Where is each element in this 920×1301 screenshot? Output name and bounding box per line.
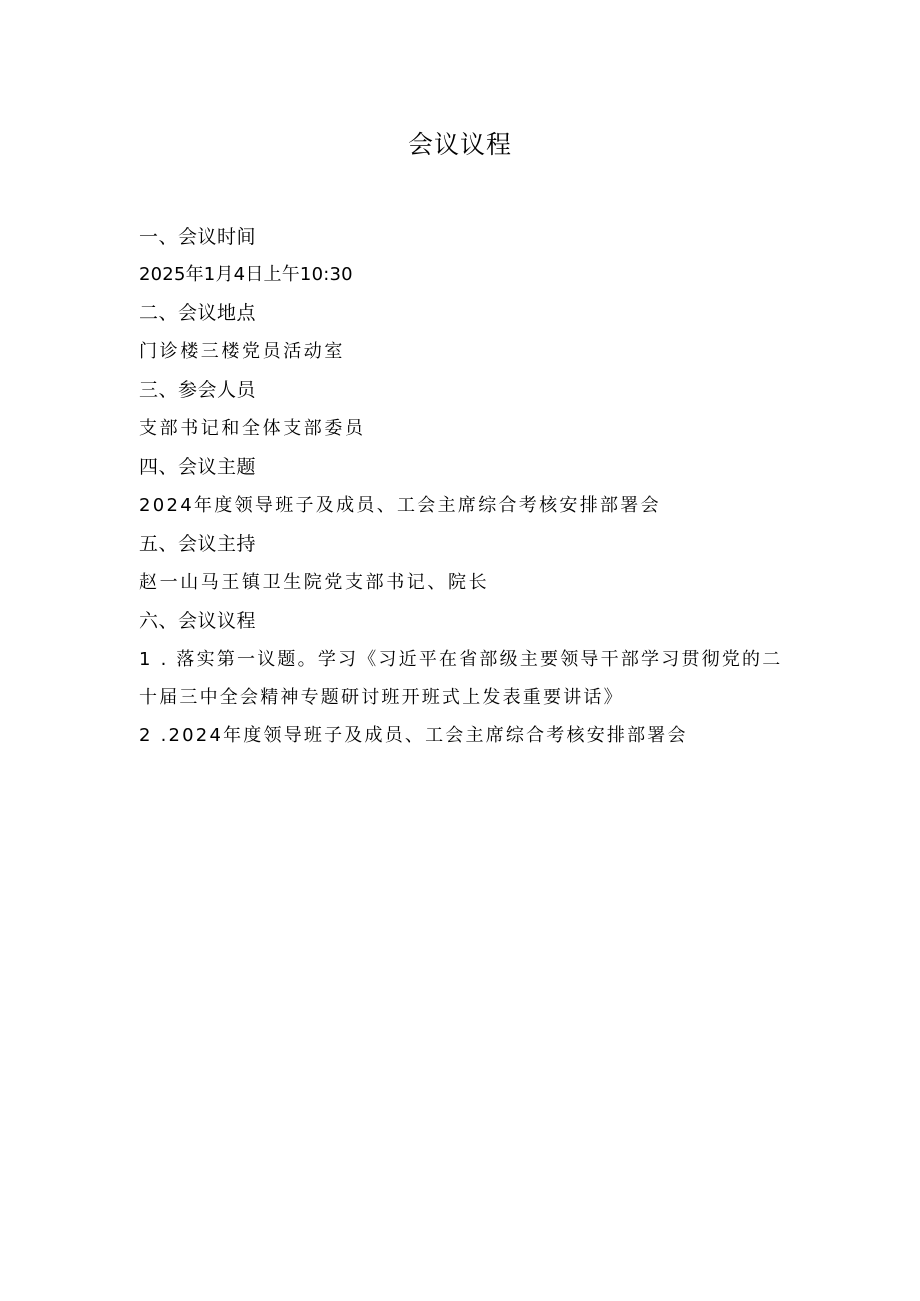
section-heading-time: 一、会议时间 <box>139 226 257 248</box>
section-heading-location: 二、会议地点 <box>139 302 257 324</box>
document-title: 会议议程 <box>407 130 512 159</box>
section-heading-host: 五、会议主持 <box>139 533 257 555</box>
agenda-item-1-line-2: 十届三中全会精神专题研讨班开班式上发表重要讲话》 <box>139 687 624 708</box>
section-heading-attendees: 三、参会人员 <box>139 379 257 401</box>
meeting-attendees-text: 支部书记和全体支部委员 <box>139 418 366 439</box>
meeting-time-text: 2025年1月4日上午10:30 <box>139 264 353 285</box>
section-heading-agenda: 六、会议议程 <box>139 610 257 632</box>
agenda-item-2: 2 .2024年度领导班子及成员、工会主席综合考核安排部署会 <box>139 725 688 746</box>
meeting-topic-text: 2024年度领导班子及成员、工会主席综合考核安排部署会 <box>139 495 661 516</box>
meeting-host-text: 赵一山马王镇卫生院党支部书记、院长 <box>139 572 490 593</box>
agenda-item-1-line-1: 1 . 落实第一议题。学习《习近平在省部级主要领导干部学习贯彻党的二 <box>139 649 783 670</box>
meeting-location-text: 门诊楼三楼党员活动室 <box>139 341 345 362</box>
section-heading-topic: 四、会议主题 <box>139 456 257 478</box>
